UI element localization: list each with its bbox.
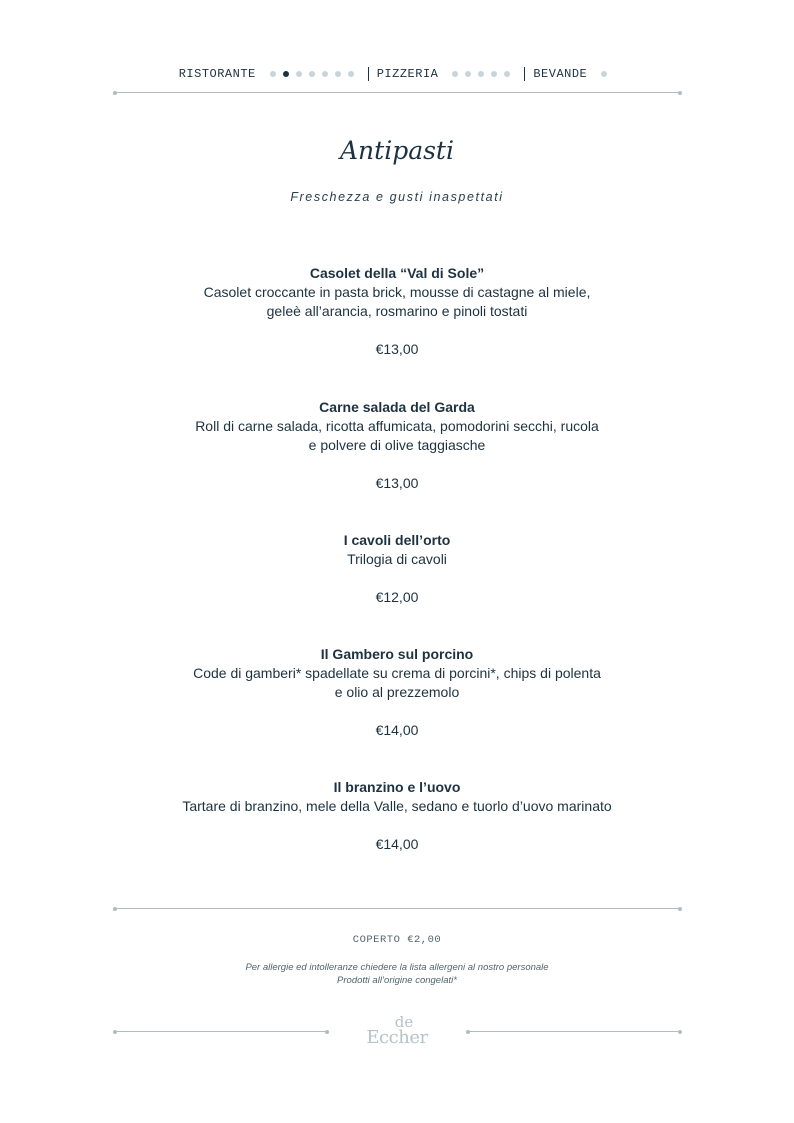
frozen-note: Prodotti all’origine congelati* <box>337 975 457 986</box>
allergy-note: Per allergie ed intolleranze chiedere la lista allergeni al nostro personale <box>245 962 549 973</box>
page-dot[interactable] <box>478 71 484 77</box>
page-dot[interactable] <box>309 71 315 77</box>
section-subtitle: Freschezza e gusti inaspettati <box>290 190 504 204</box>
nav-separator <box>368 67 369 81</box>
page-dot[interactable] <box>452 71 458 77</box>
item-price: €14,00 <box>375 722 419 738</box>
item-description: e polvere di olive taggiasche <box>308 437 486 453</box>
nav-pizzeria[interactable]: PIZZERIA <box>376 67 439 81</box>
bevande-page-dots <box>601 71 607 77</box>
page-dot[interactable] <box>465 71 471 77</box>
page-dot[interactable] <box>296 71 302 77</box>
logo-divider-right <box>468 1031 680 1032</box>
menu-item <box>0 778 794 854</box>
item-name: I cavoli dell’orto <box>343 532 451 548</box>
item-description: Tartare di branzino, mele della Valle, sedano e tuorlo d’uovo marinato <box>182 798 612 814</box>
top-navigation <box>0 65 794 83</box>
nav-bevande[interactable]: BEVANDE <box>533 67 588 81</box>
pizzeria-page-dots <box>452 71 510 77</box>
page-dot[interactable] <box>270 71 276 77</box>
logo-divider-left <box>115 1031 327 1032</box>
section-title: Antipasti <box>340 136 454 165</box>
top-divider <box>115 92 680 93</box>
menu-item <box>0 531 794 607</box>
footer-notes <box>0 961 794 987</box>
item-description: e olio al prezzemolo <box>334 684 460 700</box>
item-name: Il Gambero sul porcino <box>320 646 474 662</box>
menu-item <box>0 264 794 359</box>
page-dot[interactable] <box>348 71 354 77</box>
page-dot[interactable] <box>335 71 341 77</box>
page-dot[interactable] <box>491 71 497 77</box>
item-description: geleè all’arancia, rosmarino e pinoli tostati <box>266 303 528 319</box>
item-price: €13,00 <box>375 475 419 491</box>
logo-line-eccher: Eccher <box>366 1027 428 1048</box>
logo-line-de: de <box>394 1013 414 1031</box>
menu-item <box>0 398 794 493</box>
item-description: Trilogia di cavoli <box>347 551 447 567</box>
item-description: Casolet croccante in pasta brick, mousse di castagne al miele, <box>203 284 591 300</box>
item-description: Roll di carne salada, ricotta affumicata, pomodorini secchi, rucola <box>195 418 599 434</box>
page-dot[interactable] <box>504 71 510 77</box>
cover-charge: COPERTO €2,00 <box>352 934 442 946</box>
page-dot-active[interactable] <box>283 71 289 77</box>
menu-item <box>0 645 794 740</box>
item-price: €12,00 <box>375 589 419 605</box>
ristorante-page-dots <box>270 71 354 77</box>
page-dot[interactable] <box>601 71 607 77</box>
item-price: €14,00 <box>375 836 419 852</box>
item-name: Carne salada del Garda <box>319 399 475 415</box>
brand-logo <box>347 1013 447 1048</box>
item-description: Code di gamberi* spadellate su crema di porcini*, chips di polenta <box>193 665 601 681</box>
item-name: Il branzino e l’uovo <box>333 779 461 795</box>
page-dot[interactable] <box>322 71 328 77</box>
footer-divider <box>115 908 680 909</box>
nav-separator <box>524 67 525 81</box>
item-name: Casolet della “Val di Sole” <box>309 265 485 281</box>
item-price: €13,00 <box>375 341 419 357</box>
nav-ristorante[interactable]: RISTORANTE <box>178 67 256 81</box>
